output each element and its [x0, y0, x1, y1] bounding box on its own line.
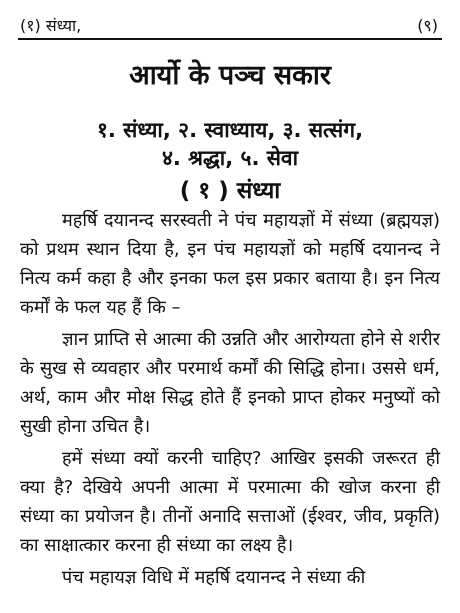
- header-divider: [18, 38, 442, 40]
- paragraph-1: महर्षि दयानन्द सरस्वती ने पंच महायज्ञों में संध्या (ब्रह्मयज्ञ) को प्रथम स्थान दिया है, इन पंच महायज्ञों को महर्षि दयानन्द ने नित्य कर्म कहा है और इनका फल इस प्रकार बताया है। इन नित्य कर्मों के फल यह हैं कि –: [20, 210, 440, 318]
- paragraph-2: ज्ञान प्राप्ति से आत्मा की उन्नति और आरोग्यता होने से शरीर के सुख से व्यवहार और परमार्थ कर्मों की सिद्धि होना। उससे धर्म, अर्थ, काम और मोक्ष सिद्ध होते हैं इनको प्राप्त होकर मनुष्यों को सुखी होना उचित है।: [20, 329, 440, 437]
- running-header-section: (१) संध्या,: [20, 16, 82, 35]
- page-number: (९): [417, 16, 438, 35]
- paragraph-3: हमें संध्या क्यों करनी चाहिए? आखिर इसकी जरूरत ही क्या है? देखिये अपनी आत्मा में परमात्मा की खोज करना ही संध्या का प्रयोजन है। तीनों अनादि सत्ताओं (ईश्वर, जीव, प्रकृति) का साक्षात्कार करना ही संध्या का लक्ष्य है।: [20, 448, 440, 556]
- body-text: [20, 206, 440, 595]
- chapter-title: आर्यो के पञ्च सकार: [129, 60, 331, 91]
- section-heading: ( १ ) संध्या: [179, 178, 281, 204]
- running-header: [20, 4, 438, 36]
- sakar-list-line-2: ४. श्रद्धा, ५. सेवा: [161, 146, 299, 170]
- paragraph-4: पंच महायज्ञ विधि में महर्षि दयानन्द ने संध्या की: [62, 567, 366, 588]
- sakar-list-line-1: १. संध्या, २. स्वाध्याय, ३. सत्संग,: [96, 118, 364, 142]
